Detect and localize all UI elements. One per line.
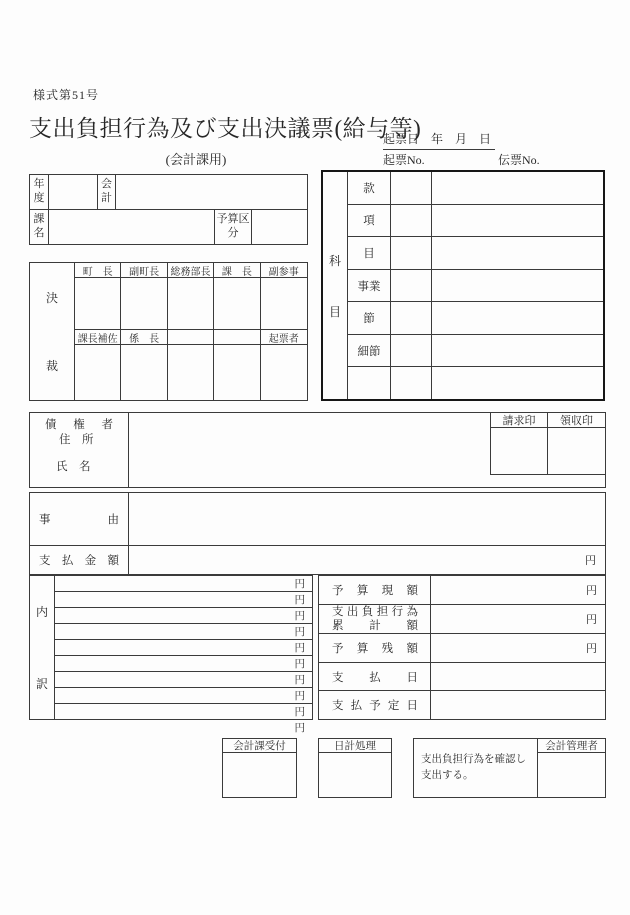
account-row-code-cell [391, 302, 432, 334]
yen-unit: 円 [586, 584, 597, 597]
account-row-label-item: 項 [348, 205, 391, 237]
draft-date-line: 起票日 年 月 日 [383, 130, 495, 150]
approval-header-mayor: 町 長 [75, 263, 121, 278]
approval-stamp-cell [168, 278, 214, 330]
account-row-value-cell [432, 172, 603, 204]
page-subtitle: (会計課用) [165, 152, 227, 167]
daily-total-box [318, 738, 392, 798]
breakdown-table [29, 575, 313, 734]
account-row-label-node: 節 [348, 302, 391, 334]
budget-summary-table [318, 575, 606, 720]
budget-remaining-value-cell [431, 634, 605, 662]
seal-box [490, 413, 605, 475]
approval-stamp-cell [75, 278, 121, 330]
breakdown-amount-row [55, 688, 312, 704]
account-row-code-cell [391, 205, 432, 237]
form-number: 様式第51号 [33, 88, 100, 102]
confirmation-text-line2: 支出する。 [421, 770, 474, 781]
account-row-value-cell [432, 367, 603, 399]
account-row-label-blank [348, 367, 391, 399]
confirmation-text [414, 739, 537, 797]
cumulative-commitment-value-cell [431, 605, 605, 634]
yen-unit: 円 [586, 613, 597, 626]
receipt-seal-cell [548, 428, 605, 474]
billing-seal-header: 請求印 [491, 413, 548, 428]
payment-amount-value-cell [129, 546, 605, 574]
breakdown-amount-row [55, 704, 312, 720]
draft-number-label: 起票No. [383, 153, 425, 167]
account-row-code-cell [391, 335, 432, 367]
fiscal-account-value-cell [116, 175, 307, 209]
accounting-manager-stamp-area [538, 753, 605, 797]
approval-stamp-cell [261, 278, 307, 330]
accounting-manager-cell [537, 739, 605, 797]
budget-current-label: 予算現額 [332, 584, 418, 597]
yen-unit: 円 [585, 555, 596, 567]
budget-remaining-label-cell [319, 634, 431, 662]
creditor-main-label: 債権者 [45, 419, 113, 431]
account-row-label-subnode: 細節 [348, 335, 391, 367]
accounting-reception-label: 会計課受付 [223, 739, 296, 753]
fiscal-year-label: 年度 [30, 175, 49, 209]
budget-current-value-cell [431, 576, 605, 604]
approval-header-section-chief: 課 長 [214, 263, 260, 278]
cumulative-commitment-label-cell [319, 605, 431, 634]
reason-label: 事由 [39, 514, 119, 526]
creditor-address-label: 住 所 [59, 434, 94, 446]
yen-unit: 円 [294, 611, 305, 622]
payment-date-label: 支払日 [332, 671, 418, 684]
approval-header-chief-clerk: 係 長 [121, 330, 167, 345]
yen-unit: 円 [294, 627, 305, 638]
yen-unit: 円 [294, 659, 305, 670]
breakdown-axis-char-bottom: 訳 [35, 676, 48, 691]
approval-axis-label [30, 263, 75, 400]
fiscal-account-label: 会計 [98, 175, 116, 209]
approval-header-drafter: 起票者 [261, 330, 307, 345]
account-row-label-category: 目 [348, 237, 391, 269]
account-row-value-cell [432, 237, 603, 269]
yen-unit: 円 [294, 675, 305, 686]
fiscal-section-value-cell [49, 210, 215, 244]
account-row-code-cell [391, 237, 432, 269]
payment-date-value-cell [431, 663, 605, 691]
reason-value-cell [129, 493, 605, 545]
approval-axis-char-bottom: 裁 [45, 359, 58, 374]
budget-class-label: 予算区分 [215, 210, 252, 244]
approval-table [29, 262, 308, 401]
breakdown-amount-row [55, 672, 312, 688]
approval-stamp-cell [214, 278, 260, 330]
breakdown-amount-row [55, 656, 312, 672]
payment-due-date-value-cell [431, 691, 605, 719]
approval-header-blank [214, 330, 260, 345]
account-row-label-project: 事業 [348, 270, 391, 302]
yen-unit: 円 [294, 723, 305, 734]
payment-due-date-label: 支払予定日 [332, 700, 418, 713]
breakdown-axis-label [30, 576, 55, 719]
receipt-seal-header: 領収印 [548, 413, 605, 428]
creditor-label-cell [30, 413, 129, 487]
accounting-manager-label: 会計管理者 [538, 739, 605, 753]
creditor-name-label: 氏 名 [56, 461, 91, 473]
account-row-value-cell [432, 302, 603, 334]
yen-unit: 円 [294, 643, 305, 654]
yen-unit: 円 [294, 707, 305, 718]
account-item-axis-label [323, 172, 348, 399]
manager-confirmation-box [413, 738, 606, 798]
breakdown-amount-row [55, 640, 312, 656]
payment-amount-label: 支払金額 [39, 555, 119, 567]
approval-axis-char-top: 決 [45, 290, 58, 305]
daily-total-label: 日計処理 [319, 739, 391, 753]
billing-seal-cell [491, 428, 548, 474]
approval-stamp-cell [214, 345, 260, 400]
approval-stamp-cell [75, 345, 121, 400]
slip-number-label: 伝票No. [498, 153, 540, 167]
cumulative-commitment-label-line2: 累計額 [332, 619, 418, 632]
approval-stamp-cell [121, 345, 167, 400]
confirmation-text-line1: 支出負担行為を確認し [421, 753, 526, 765]
approval-stamp-cell [121, 278, 167, 330]
breakdown-amount-row [55, 576, 312, 592]
account-item-axis-char-bottom: 目 [328, 304, 341, 319]
creditor-table [29, 412, 606, 488]
page-title: 支出負担行為及び支出決議票(給与等) [29, 116, 422, 141]
reason-label-cell [30, 493, 129, 545]
yen-unit: 円 [586, 643, 597, 656]
account-row-code-cell [391, 367, 432, 399]
approval-header-assistant-section-chief: 課長補佐 [75, 330, 121, 345]
account-row-code-cell [391, 270, 432, 302]
account-item-axis-char-top: 科 [328, 253, 341, 268]
fiscal-year-value-cell [49, 175, 98, 209]
account-row-value-cell [432, 270, 603, 302]
fiscal-section-label: 課名 [30, 210, 49, 244]
payment-amount-label-cell [30, 546, 129, 574]
breakdown-axis-char-top: 内 [35, 605, 48, 620]
yen-unit: 円 [294, 579, 305, 590]
fiscal-table [29, 174, 308, 245]
payment-date-label-cell [319, 663, 431, 691]
account-item-table [321, 170, 605, 401]
budget-class-value-cell [252, 210, 307, 244]
approval-header-deputy-mayor: 副町長 [121, 263, 167, 278]
reason-payment-table [29, 492, 606, 575]
account-row-label-section: 款 [348, 172, 391, 204]
breakdown-amount-row [55, 624, 312, 640]
breakdown-amount-row [55, 608, 312, 624]
account-row-value-cell [432, 205, 603, 237]
approval-stamp-cell [261, 345, 307, 400]
payment-due-date-label-cell [319, 691, 431, 719]
approval-stamp-cell [168, 345, 214, 400]
accounting-reception-stamp-area [223, 753, 296, 797]
approval-header-blank [168, 330, 214, 345]
accounting-reception-box [222, 738, 297, 798]
yen-unit: 円 [294, 595, 305, 606]
daily-total-stamp-area [319, 753, 391, 797]
budget-current-label-cell [319, 576, 431, 604]
cumulative-commitment-label-line1: 支出負担行為 [332, 605, 418, 618]
approval-header-general-affairs-director: 総務部長 [168, 263, 214, 278]
approval-header-deputy-counselor: 副参事 [261, 263, 307, 278]
budget-remaining-label: 予算残額 [332, 643, 418, 656]
breakdown-amount-row [55, 720, 312, 735]
account-row-value-cell [432, 335, 603, 367]
account-row-code-cell [391, 172, 432, 204]
yen-unit: 円 [294, 691, 305, 702]
breakdown-amount-row [55, 592, 312, 608]
